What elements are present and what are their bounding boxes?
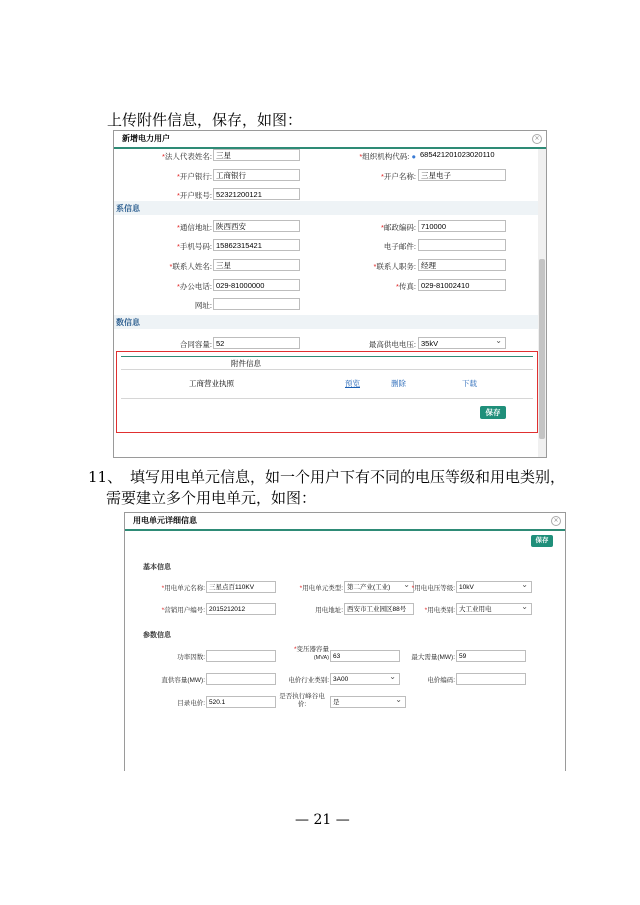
website-label: 网址:	[194, 301, 212, 310]
close-icon[interactable]: ×	[532, 134, 542, 144]
delete-link[interactable]: 删除	[391, 379, 406, 388]
unit-type-value: 第二产业(工业)	[347, 584, 391, 591]
price-code-label: 电价编码:	[427, 677, 455, 684]
contact-name-label: *联系人姓名:	[169, 262, 212, 271]
attachment-save-button[interactable]: 保存	[480, 406, 506, 419]
capacity-label: 合同容量:	[179, 340, 212, 349]
attachment-header: 附件信息	[231, 359, 261, 368]
bank-label: *开户银行:	[176, 172, 212, 181]
contact-title-label: *联系人职务:	[373, 262, 416, 271]
postcode-label: *邮政编码:	[380, 223, 416, 232]
catalog-price-label: 目录电价:	[177, 700, 205, 707]
direct-capacity-input[interactable]	[206, 673, 276, 685]
industry-value: 3A00	[333, 676, 349, 683]
voltage-select[interactable]	[456, 581, 532, 593]
tou-value: 是	[333, 699, 340, 706]
unit-name-input[interactable]: 三星点百110KV	[206, 581, 276, 593]
unit-address-label: 用电地址:	[315, 607, 343, 614]
dialog-title: 新增电力用户	[114, 131, 546, 149]
contact-title-input[interactable]: 经理	[418, 259, 506, 271]
office-phone-input[interactable]: 029-81000000	[213, 279, 300, 291]
address-input[interactable]: 陕西西安	[213, 220, 300, 232]
account-no-label: *开户账号:	[176, 191, 212, 200]
bank-input[interactable]: 工商银行	[213, 169, 300, 181]
max-demand-input[interactable]: 59	[456, 650, 526, 662]
contact-section-title: 系信息	[116, 204, 140, 213]
email-input[interactable]	[418, 239, 506, 251]
tou-select[interactable]	[330, 696, 406, 708]
item-11-line1: 填写用电单元信息，如一个用户下有不同的电压等级和用电类别，	[130, 468, 566, 486]
category-value: 大工业用电	[459, 606, 492, 613]
preview-link[interactable]: 预览	[345, 379, 360, 388]
fax-input[interactable]: 029-81002410	[418, 279, 506, 291]
dialog2-title: 用电单元详细信息	[125, 513, 565, 531]
marketing-no-input[interactable]: 2015212012	[206, 603, 276, 615]
mobile-label: *手机号码:	[176, 242, 212, 251]
voltage-label: *用电电压等级:	[411, 585, 455, 592]
power-unit-detail-screenshot	[124, 512, 566, 771]
address-label: *通信地址:	[176, 223, 212, 232]
transformer-input[interactable]: 63	[330, 650, 400, 662]
download-link[interactable]: 下载	[462, 379, 477, 388]
org-code-input[interactable]: 685421201023020110	[418, 149, 506, 161]
new-power-user-screenshot	[113, 130, 547, 458]
attachment-panel	[116, 351, 538, 433]
transformer-label: *变压器容量 (MVA)	[293, 646, 329, 661]
fax-label: *传真:	[395, 282, 416, 291]
tou-label: 是否执行峰谷电 价:	[279, 693, 325, 708]
max-voltage-label: 最高供电电压:	[368, 340, 416, 349]
direct-capacity-label: 直供容量(MW):	[161, 677, 205, 684]
basic-section-title: 基本信息	[143, 564, 171, 571]
mobile-input[interactable]: 15862315421	[213, 239, 300, 251]
heading-upload-attachment: 上传附件信息，保存，如图：	[107, 111, 303, 129]
info-icon: ●	[411, 152, 416, 161]
unit-address-input[interactable]: 西安市工业园区88号	[344, 603, 414, 615]
legal-rep-label: *法人代表姓名:	[161, 152, 212, 161]
category-select[interactable]	[456, 603, 532, 615]
unit-save-button[interactable]: 保存	[531, 535, 553, 547]
capacity-input[interactable]: 52	[213, 337, 300, 349]
max-demand-label: 最大需量(MW):	[411, 654, 455, 661]
email-label: 电子邮件:	[383, 242, 416, 251]
account-name-input[interactable]: 三星电子	[418, 169, 506, 181]
marketing-no-label: *营销用户编号:	[161, 607, 205, 614]
unit-type-label: *用电单元类型:	[299, 585, 343, 592]
website-input[interactable]	[213, 298, 300, 310]
attachment-file-name: 工商营业执照	[189, 379, 234, 388]
page-number: — 21 —	[295, 812, 350, 828]
postcode-input[interactable]: 710000	[418, 220, 506, 232]
unit-param-section-title: 参数信息	[143, 632, 171, 639]
power-factor-label: 功率因数:	[177, 654, 205, 661]
item-11-number: 11、	[88, 468, 123, 486]
category-label: *用电类别:	[424, 607, 455, 614]
contact-name-input[interactable]: 三星	[213, 259, 300, 271]
legal-rep-input[interactable]: 三星	[213, 149, 300, 161]
office-phone-label: *办公电话:	[176, 282, 212, 291]
account-name-label: *开户名称:	[380, 172, 416, 181]
max-voltage-select[interactable]	[418, 337, 506, 349]
close-icon[interactable]: ×	[551, 516, 561, 526]
voltage-value: 10kV	[459, 584, 474, 591]
param-section-title: 数信息	[116, 318, 140, 327]
power-factor-input[interactable]	[206, 650, 276, 662]
price-code-input[interactable]	[456, 673, 526, 685]
industry-label: 电价行业类别:	[288, 677, 329, 684]
org-code-label: *组织机构代码: ●	[359, 152, 416, 161]
catalog-price-input[interactable]: 520.1	[206, 696, 276, 708]
item-11-line2: 需要建立多个用电单元，如图：	[106, 489, 317, 507]
unit-name-label: *用电单元名称:	[161, 585, 205, 592]
scrollbar[interactable]	[538, 149, 546, 457]
max-voltage-value: 35kV	[421, 339, 439, 348]
account-no-input[interactable]: 52321200121	[213, 188, 300, 200]
